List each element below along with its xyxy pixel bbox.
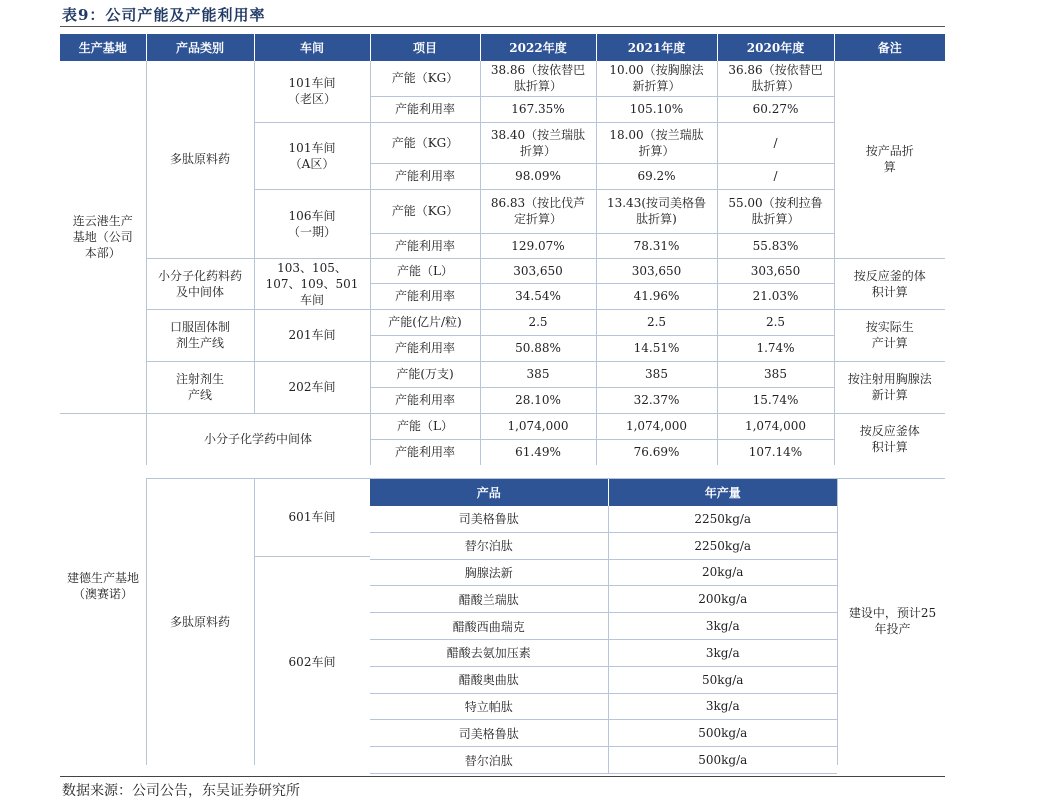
table-row: [60, 309, 945, 335]
list-item: [370, 613, 837, 640]
sub-header-output: 年产量: [608, 479, 837, 506]
jiande-product-table: [370, 479, 837, 774]
cell-value: /: [717, 163, 834, 189]
cell-value: 105.10%: [596, 96, 717, 122]
cell-value: 78.31%: [596, 233, 717, 258]
workshop-106: 106车间（一期）: [254, 189, 370, 258]
cell-value: 38.40（按兰瑞肽折算）: [480, 122, 596, 163]
product-name: 替尔泊肽: [370, 532, 608, 559]
cell-value: 41.96%: [596, 283, 717, 309]
product-qty: 2250kg/a: [608, 506, 837, 532]
product-qty: 3kg/a: [608, 693, 837, 720]
list-item: [370, 506, 837, 532]
workshop-small-molecule: 103、105、107、109、501车间: [254, 258, 370, 309]
product-qty: 500kg/a: [608, 720, 837, 747]
cell-value: 69.2%: [596, 163, 717, 189]
list-item: [370, 639, 837, 666]
list-item: [370, 532, 837, 559]
product-name: 特立帕肽: [370, 693, 608, 720]
cell-value: 55.83%: [717, 233, 834, 258]
cell-value: 10.00（按胸腺法新折算）: [596, 61, 717, 96]
cell-value: 303,650: [717, 258, 834, 283]
cell-value: 1,074,000: [596, 413, 717, 439]
category-small-molecule: 小分子化药料药及中间体: [146, 258, 254, 309]
product-name: 醋酸去氨加压素: [370, 639, 608, 666]
item-capacity: 产能（KG）: [370, 122, 480, 163]
list-item: [370, 747, 837, 774]
workshop-divider: [254, 556, 370, 557]
source-note: 数据来源：公司公告，东吴证券研究所: [62, 783, 300, 799]
item-utilization: 产能利用率: [370, 439, 480, 465]
item-utilization: 产能利用率: [370, 233, 480, 258]
note-small-molecule: 按反应釜的体积计算: [834, 258, 945, 309]
cell-value: 76.69%: [596, 439, 717, 465]
cell-value: 2.5: [596, 309, 717, 335]
list-item: [370, 559, 837, 586]
table-row: [60, 61, 945, 96]
product-qty: 50kg/a: [608, 666, 837, 693]
header-base: 生产基地: [60, 34, 146, 61]
category-peptide: 多肽原料药: [146, 61, 254, 258]
item-capacity: 产能（KG）: [370, 189, 480, 233]
cell-value: 50.88%: [480, 335, 596, 361]
workshop-202: 202车间: [254, 361, 370, 413]
list-item: [370, 586, 837, 613]
cell-value: 61.49%: [480, 439, 596, 465]
cell-value: 14.51%: [596, 335, 717, 361]
product-name: 司美格鲁肽: [370, 720, 608, 747]
capacity-table: [60, 34, 945, 465]
product-name: 醋酸西曲瑞克: [370, 613, 608, 640]
product-name: 替尔泊肽: [370, 747, 608, 774]
header-2020: 2020年度: [717, 34, 834, 61]
base-jiande: 建德生产基地（澳赛诺）: [66, 571, 139, 601]
cell-value: 1.74%: [717, 335, 834, 361]
list-item: [370, 693, 837, 720]
cell-value: 385: [717, 361, 834, 387]
cell-value: 107.14%: [717, 439, 834, 465]
note-jiande: 建设中，预计25年投产: [848, 606, 937, 636]
category-intermediate: 小分子化学药中间体: [146, 413, 370, 465]
note-peptide: 按产品折算: [834, 61, 945, 258]
item-capacity: 产能（KG）: [370, 61, 480, 96]
product-qty: 500kg/a: [608, 747, 837, 774]
product-name: 胸腺法新: [370, 559, 608, 586]
category-injection: 注射剂生产线: [146, 361, 254, 413]
cell-value: 129.07%: [480, 233, 596, 258]
item-utilization: 产能利用率: [370, 387, 480, 413]
workshop-601: 601车间: [288, 510, 336, 524]
item-capacity: 产能(万支): [370, 361, 480, 387]
cell-value: 21.03%: [717, 283, 834, 309]
workshop-602: 602车间: [288, 655, 336, 669]
table-row: [60, 361, 945, 387]
cell-value: 385: [480, 361, 596, 387]
header-category: 产品类别: [146, 34, 254, 61]
item-capacity: 产能(亿片/粒): [370, 309, 480, 335]
cell-value: 2.5: [480, 309, 596, 335]
cell-value: 60.27%: [717, 96, 834, 122]
cell-value: 1,074,000: [717, 413, 834, 439]
table-row: [60, 413, 945, 439]
cell-value: 1,074,000: [480, 413, 596, 439]
cell-value: 86.83（按比伐芦定折算）: [480, 189, 596, 233]
note-oral-solid: 按实际生产计算: [834, 309, 945, 361]
cell-value: 32.37%: [596, 387, 717, 413]
workshop-101-old: 101车间（老区）: [254, 61, 370, 122]
title-rule: [60, 26, 945, 27]
list-item: [370, 666, 837, 693]
note-intermediate: 按反应釜体积计算: [834, 413, 945, 465]
header-workshop: 车间: [254, 34, 370, 61]
item-capacity: 产能（L）: [370, 413, 480, 439]
workshop-101-a: 101车间（A区）: [254, 122, 370, 189]
item-utilization: 产能利用率: [370, 96, 480, 122]
base-blank: [60, 413, 146, 465]
sub-header-product: 产品: [370, 479, 608, 506]
header-row: [60, 34, 945, 61]
product-name: 醋酸奥曲肽: [370, 666, 608, 693]
header-2021: 2021年度: [596, 34, 717, 61]
header-2022: 2022年度: [480, 34, 596, 61]
note-injection: 按注射用胸腺法新计算: [834, 361, 945, 413]
item-capacity: 产能（L）: [370, 258, 480, 283]
cell-value: 167.35%: [480, 96, 596, 122]
list-item: [370, 720, 837, 747]
cell-value: 28.10%: [480, 387, 596, 413]
cell-value: 385: [596, 361, 717, 387]
cell-value: 303,650: [596, 258, 717, 283]
jiande-vline-3: [837, 478, 838, 765]
cell-value: 13.43(按司美格鲁肽折算): [596, 189, 717, 233]
item-utilization: 产能利用率: [370, 283, 480, 309]
cell-value: 98.09%: [480, 163, 596, 189]
cell-value: /: [717, 122, 834, 163]
sub-header-row: [370, 479, 837, 506]
product-qty: 20kg/a: [608, 559, 837, 586]
cell-value: 2.5: [717, 309, 834, 335]
cell-value: 18.00（按兰瑞肽折算）: [596, 122, 717, 163]
cell-value: 303,650: [480, 258, 596, 283]
item-utilization: 产能利用率: [370, 163, 480, 189]
bottom-rule: [60, 776, 945, 777]
cell-value: 38.86（按依替巴肽折算）: [480, 61, 596, 96]
cell-value: 55.00（按利拉鲁肽折算）: [717, 189, 834, 233]
item-utilization: 产能利用率: [370, 335, 480, 361]
cell-value: 36.86（按依替巴肽折算）: [717, 61, 834, 96]
cell-value: 15.74%: [717, 387, 834, 413]
base-lianyungang: 连云港生产基地（公司本部）: [72, 213, 133, 260]
table-title: 表9：公司产能及产能利用率: [62, 6, 266, 24]
header-note: 备注: [834, 34, 945, 61]
product-name: 司美格鲁肽: [370, 506, 608, 532]
workshop-201: 201车间: [254, 309, 370, 361]
cell-value: 34.54%: [480, 283, 596, 309]
product-name: 醋酸兰瑞肽: [370, 586, 608, 613]
product-qty: 200kg/a: [608, 586, 837, 613]
category-oral-solid: 口服固体制剂生产线: [146, 309, 254, 361]
header-item: 项目: [370, 34, 480, 61]
product-qty: 2250kg/a: [608, 532, 837, 559]
table-row: [60, 258, 945, 283]
product-qty: 3kg/a: [608, 613, 837, 640]
product-qty: 3kg/a: [608, 639, 837, 666]
category-jiande-peptide: 多肽原料药: [169, 615, 230, 629]
